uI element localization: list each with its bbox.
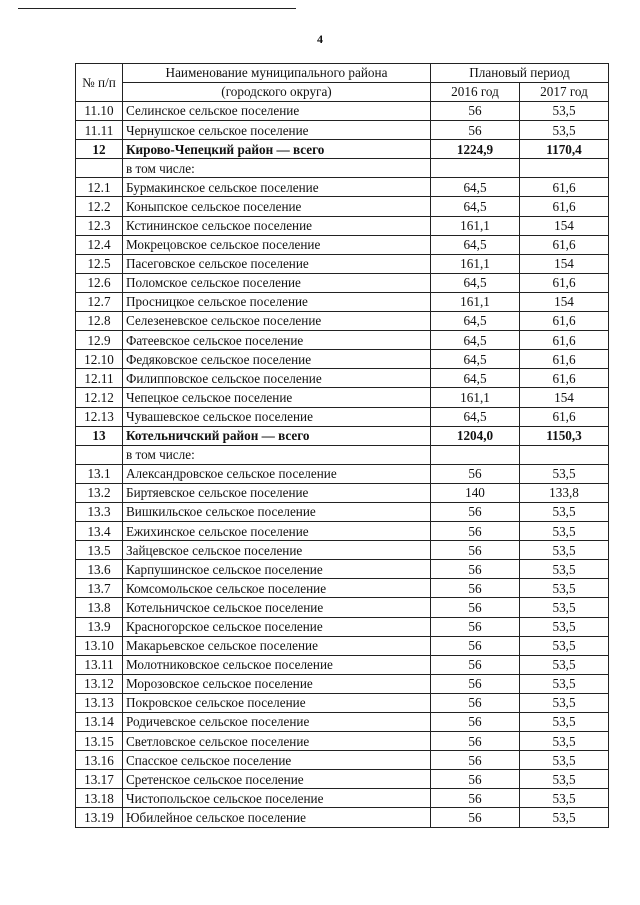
row-name: Селинское сельское поселение: [123, 102, 431, 121]
row-number: 12.4: [76, 235, 123, 254]
row-value-2017: 154: [520, 254, 609, 273]
row-name: Юбилейное сельское поселение: [123, 808, 431, 827]
row-value-2017: 53,5: [520, 617, 609, 636]
row-value-2017: 53,5: [520, 751, 609, 770]
row-value-2017: 154: [520, 388, 609, 407]
row-name: Фатеевское сельское поселение: [123, 331, 431, 350]
header-name-line2: (городского округа): [123, 83, 431, 102]
row-value-2016: [431, 159, 520, 178]
row-number: 12.13: [76, 407, 123, 426]
header-name-line1: Наименование муниципального района: [123, 64, 431, 83]
row-name: Чернушское сельское поселение: [123, 121, 431, 140]
row-name: Покровское сельское поселение: [123, 693, 431, 712]
table-row: [76, 732, 609, 751]
row-name: Морозовское сельское поселение: [123, 674, 431, 693]
row-name: Коныпское сельское поселение: [123, 197, 431, 216]
row-value-2017: [520, 159, 609, 178]
table-row: [76, 331, 609, 350]
table-row: [76, 808, 609, 827]
row-value-2016: 1204,0: [431, 426, 520, 445]
row-value-2016: 56: [431, 579, 520, 598]
row-value-2017: 61,6: [520, 178, 609, 197]
row-value-2017: 53,5: [520, 770, 609, 789]
row-number: 13.6: [76, 560, 123, 579]
row-name: Бурмакинское сельское поселение: [123, 178, 431, 197]
table-row: [76, 121, 609, 140]
row-name: Просницкое сельское поселение: [123, 292, 431, 311]
row-number: 12: [76, 140, 123, 159]
row-value-2016: 64,5: [431, 197, 520, 216]
row-value-2016: 64,5: [431, 312, 520, 331]
table-row: [76, 235, 609, 254]
row-value-2017: 53,5: [520, 636, 609, 655]
row-name: Спасское сельское поселение: [123, 751, 431, 770]
row-number: 13.1: [76, 464, 123, 483]
table-row: [76, 522, 609, 541]
row-name: Биртяевское сельское поселение: [123, 483, 431, 502]
row-number: 12.2: [76, 197, 123, 216]
row-value-2017: 154: [520, 216, 609, 235]
row-name: Кстининское сельское поселение: [123, 216, 431, 235]
row-value-2016: 161,1: [431, 388, 520, 407]
table-row-total: [76, 140, 609, 159]
table-row: [76, 770, 609, 789]
row-value-2016: 56: [431, 808, 520, 827]
table-row: [76, 292, 609, 311]
table-row: [76, 483, 609, 502]
row-value-2017: 53,5: [520, 808, 609, 827]
row-value-2017: [520, 445, 609, 464]
row-value-2017: 53,5: [520, 598, 609, 617]
row-value-2017: 133,8: [520, 483, 609, 502]
header-num: № п/п: [76, 64, 123, 102]
row-value-2016: 56: [431, 598, 520, 617]
row-name: Чувашевское сельское поселение: [123, 407, 431, 426]
row-number: 13.11: [76, 655, 123, 674]
header-2017: 2017 год: [520, 83, 609, 102]
row-number: 13.5: [76, 541, 123, 560]
row-value-2016: 56: [431, 617, 520, 636]
table-row: [76, 197, 609, 216]
table-row: [76, 789, 609, 808]
row-value-2017: 53,5: [520, 693, 609, 712]
row-number: 13.10: [76, 636, 123, 655]
row-value-2016: 140: [431, 483, 520, 502]
table-row: [76, 388, 609, 407]
table-row: [76, 693, 609, 712]
row-name: Сретенское сельское поселение: [123, 770, 431, 789]
row-value-2016: 56: [431, 541, 520, 560]
row-number: 13.7: [76, 579, 123, 598]
row-value-2016: 56: [431, 636, 520, 655]
row-value-2016: 64,5: [431, 273, 520, 292]
row-value-2017: 61,6: [520, 350, 609, 369]
row-value-2017: 53,5: [520, 732, 609, 751]
table-row: [76, 407, 609, 426]
row-name: Ежихинское сельское поселение: [123, 522, 431, 541]
row-value-2017: 53,5: [520, 789, 609, 808]
row-value-2016: 64,5: [431, 178, 520, 197]
header-period: Плановый период: [431, 64, 609, 83]
row-name: Котельничское сельское поселение: [123, 598, 431, 617]
row-value-2017: 53,5: [520, 655, 609, 674]
row-value-2016: 64,5: [431, 369, 520, 388]
table-row: [76, 655, 609, 674]
row-name: Федяковское сельское поселение: [123, 350, 431, 369]
table-row: [76, 102, 609, 121]
table-body: [76, 64, 609, 828]
row-value-2016: 56: [431, 674, 520, 693]
row-name: Молотниковское сельское поселение: [123, 655, 431, 674]
table-row: [76, 713, 609, 732]
row-value-2017: 53,5: [520, 541, 609, 560]
row-name: Вишкильское сельское поселение: [123, 502, 431, 521]
row-value-2017: 53,5: [520, 713, 609, 732]
row-value-2016: 56: [431, 102, 520, 121]
row-value-2016: 64,5: [431, 407, 520, 426]
row-value-2017: 53,5: [520, 502, 609, 521]
row-number: 12.5: [76, 254, 123, 273]
row-name: Котельничский район — всего: [123, 426, 431, 445]
row-value-2016: [431, 445, 520, 464]
row-name: в том числе:: [123, 159, 431, 178]
row-number: 12.12: [76, 388, 123, 407]
row-value-2017: 154: [520, 292, 609, 311]
row-value-2017: 61,6: [520, 407, 609, 426]
row-number: 13.15: [76, 732, 123, 751]
table-row: [76, 502, 609, 521]
row-name: Александровское сельское поселение: [123, 464, 431, 483]
table-row: [76, 579, 609, 598]
row-value-2016: 56: [431, 789, 520, 808]
row-value-2017: 53,5: [520, 464, 609, 483]
row-value-2016: 56: [431, 655, 520, 674]
row-value-2017: 53,5: [520, 579, 609, 598]
page-number: 4: [317, 32, 323, 46]
table-row: [76, 445, 609, 464]
table-row: [76, 254, 609, 273]
row-number: 13.2: [76, 483, 123, 502]
row-number: 12.9: [76, 331, 123, 350]
table-row-total: [76, 426, 609, 445]
row-value-2016: 56: [431, 502, 520, 521]
row-number: 11.11: [76, 121, 123, 140]
row-value-2016: 161,1: [431, 254, 520, 273]
row-number: 13.8: [76, 598, 123, 617]
row-name: Комсомольское сельское поселение: [123, 579, 431, 598]
header-2016: 2016 год: [431, 83, 520, 102]
row-value-2016: 64,5: [431, 350, 520, 369]
row-name: Чепецкое сельское поселение: [123, 388, 431, 407]
header-row-1: [76, 64, 609, 83]
row-value-2017: 61,6: [520, 369, 609, 388]
row-value-2017: 61,6: [520, 312, 609, 331]
row-value-2016: 56: [431, 713, 520, 732]
table-row: [76, 560, 609, 579]
row-number: 13.9: [76, 617, 123, 636]
row-value-2016: 56: [431, 732, 520, 751]
row-number: 11.10: [76, 102, 123, 121]
row-name: Филипповское сельское поселение: [123, 369, 431, 388]
row-value-2017: 61,6: [520, 235, 609, 254]
row-number: 13.16: [76, 751, 123, 770]
row-number: 12.6: [76, 273, 123, 292]
row-name: Светловское сельское поселение: [123, 732, 431, 751]
table-row: [76, 312, 609, 331]
row-number: 12.1: [76, 178, 123, 197]
row-value-2016: 1224,9: [431, 140, 520, 159]
row-name: Красногорское сельское поселение: [123, 617, 431, 636]
row-value-2016: 56: [431, 464, 520, 483]
row-value-2016: 161,1: [431, 216, 520, 235]
row-value-2016: 56: [431, 751, 520, 770]
row-number: 12.10: [76, 350, 123, 369]
row-number: 13.18: [76, 789, 123, 808]
row-value-2017: 61,6: [520, 197, 609, 216]
table-row: [76, 636, 609, 655]
table-row: [76, 216, 609, 235]
top-rule: [18, 8, 296, 9]
row-number: [76, 445, 123, 464]
table-row: [76, 159, 609, 178]
row-number: 13.14: [76, 713, 123, 732]
table-row: [76, 178, 609, 197]
row-value-2016: 64,5: [431, 331, 520, 350]
row-value-2016: 56: [431, 522, 520, 541]
row-number: 13.19: [76, 808, 123, 827]
row-value-2017: 61,6: [520, 273, 609, 292]
table-row: [76, 350, 609, 369]
row-value-2016: 56: [431, 121, 520, 140]
table-row: [76, 369, 609, 388]
table-row: [76, 674, 609, 693]
row-name: Селезеневское сельское поселение: [123, 312, 431, 331]
row-value-2017: 1150,3: [520, 426, 609, 445]
row-name: Родичевское сельское поселение: [123, 713, 431, 732]
row-value-2017: 53,5: [520, 522, 609, 541]
row-name: Чистопольское сельское поселение: [123, 789, 431, 808]
row-name: Пасеговское сельское поселение: [123, 254, 431, 273]
table-row: [76, 464, 609, 483]
row-value-2017: 1170,4: [520, 140, 609, 159]
row-value-2016: 56: [431, 560, 520, 579]
row-number: 13.13: [76, 693, 123, 712]
table-row: [76, 598, 609, 617]
table-row: [76, 617, 609, 636]
row-number: 13.12: [76, 674, 123, 693]
row-number: 13.3: [76, 502, 123, 521]
table-row: [76, 541, 609, 560]
row-value-2017: 53,5: [520, 674, 609, 693]
row-number: 13: [76, 426, 123, 445]
row-value-2016: 161,1: [431, 292, 520, 311]
row-number: 12.7: [76, 292, 123, 311]
header-row-2: [76, 83, 609, 102]
row-value-2017: 61,6: [520, 331, 609, 350]
row-value-2017: 53,5: [520, 121, 609, 140]
row-name: Карпушинское сельское поселение: [123, 560, 431, 579]
row-value-2017: 53,5: [520, 102, 609, 121]
row-number: 13.17: [76, 770, 123, 789]
table-row: [76, 751, 609, 770]
budget-table: [75, 63, 609, 828]
row-name: Зайцевское сельское поселение: [123, 541, 431, 560]
row-value-2016: 64,5: [431, 235, 520, 254]
row-number: [76, 159, 123, 178]
row-number: 12.3: [76, 216, 123, 235]
table-row: [76, 273, 609, 292]
row-name: Мокрецовское сельское поселение: [123, 235, 431, 254]
row-name: Макарьевское сельское поселение: [123, 636, 431, 655]
row-value-2016: 56: [431, 693, 520, 712]
row-name: Кирово-Чепецкий район — всего: [123, 140, 431, 159]
row-number: 12.11: [76, 369, 123, 388]
row-name: в том числе:: [123, 445, 431, 464]
row-number: 12.8: [76, 312, 123, 331]
row-value-2017: 53,5: [520, 560, 609, 579]
row-value-2016: 56: [431, 770, 520, 789]
row-number: 13.4: [76, 522, 123, 541]
row-name: Поломское сельское поселение: [123, 273, 431, 292]
